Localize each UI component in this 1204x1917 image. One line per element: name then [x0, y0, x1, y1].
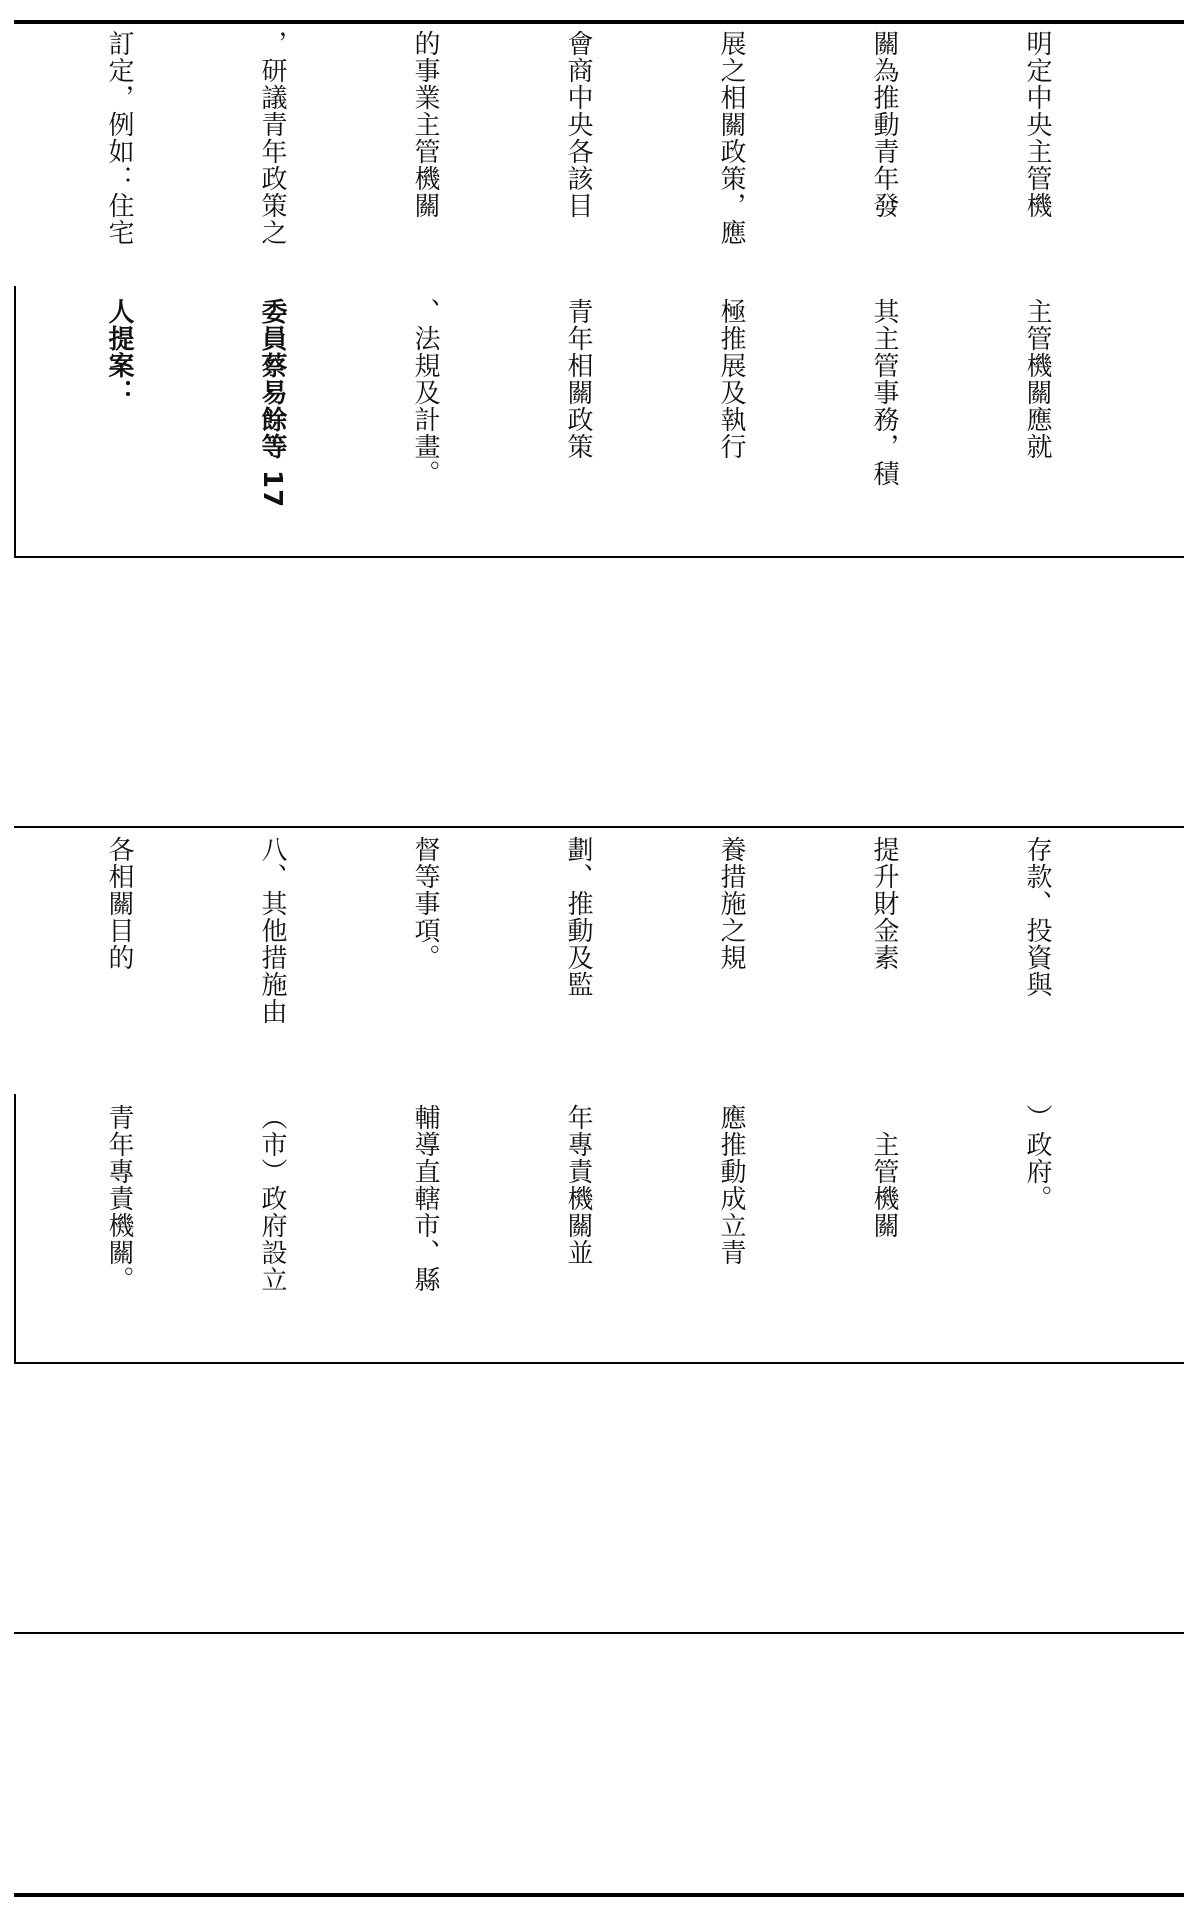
- top-border-rule: [14, 20, 1184, 24]
- text-line: 其主管事務，積: [869, 298, 899, 487]
- text-line: 劃、推動及監: [563, 836, 593, 998]
- lower-block-rule: [14, 1632, 1184, 1634]
- text-line: 的事業主管機關: [410, 30, 440, 219]
- text-line: 青年相關政策: [563, 298, 593, 460]
- upper-right-text-block: [24, 30, 1164, 282]
- upper-left-text-block: [24, 298, 1164, 552]
- middle-right-text-block: [24, 836, 1164, 1090]
- proposal-label: 人提案：: [104, 298, 134, 406]
- upper-column-divider: [14, 286, 16, 558]
- text-line: 關為推動青年發: [869, 30, 899, 219]
- text-line: 主管機關: [869, 1104, 899, 1239]
- text-line: 主管機關應就: [1022, 298, 1052, 460]
- text-line: ）政府。: [1022, 1104, 1052, 1212]
- text-line: 會商中央各該目: [563, 30, 593, 219]
- text-line: （市）政府設立: [257, 1104, 287, 1293]
- text-line: 提升財金素: [869, 836, 899, 971]
- middle-left-text-block: [24, 1104, 1164, 1358]
- text-line: 訂定，例如：住宅: [104, 30, 134, 246]
- text-line: 督等事項。: [410, 836, 440, 971]
- text-line: 存款、投資與: [1022, 836, 1052, 998]
- text-line: 年專責機關並: [563, 1104, 593, 1266]
- text-line: 各相關目的: [104, 836, 134, 971]
- proposer-heading: 委員蔡易餘等 17: [257, 298, 287, 509]
- text-line: 青年專責機關。: [104, 1104, 134, 1293]
- text-line: ，研議青年政策之: [257, 30, 287, 246]
- text-line: 極推展及執行: [716, 298, 746, 460]
- text-line: 應推動成立青: [716, 1104, 746, 1266]
- text-line: 輔導直轄市、縣: [410, 1104, 440, 1293]
- middle-bottom-rule: [14, 1362, 1184, 1364]
- text-line: 明定中央主管機: [1022, 30, 1052, 219]
- middle-top-rule: [14, 826, 1184, 828]
- bottom-border-rule: [14, 1893, 1184, 1897]
- text-line: 養措施之規: [716, 836, 746, 971]
- upper-block-rule: [14, 556, 1184, 558]
- text-line: 展之相關政策，應: [716, 30, 746, 246]
- text-line: 、法規及計畫。: [410, 298, 440, 487]
- text-line: 八、其他措施由: [257, 836, 287, 1025]
- middle-column-divider: [14, 1094, 16, 1364]
